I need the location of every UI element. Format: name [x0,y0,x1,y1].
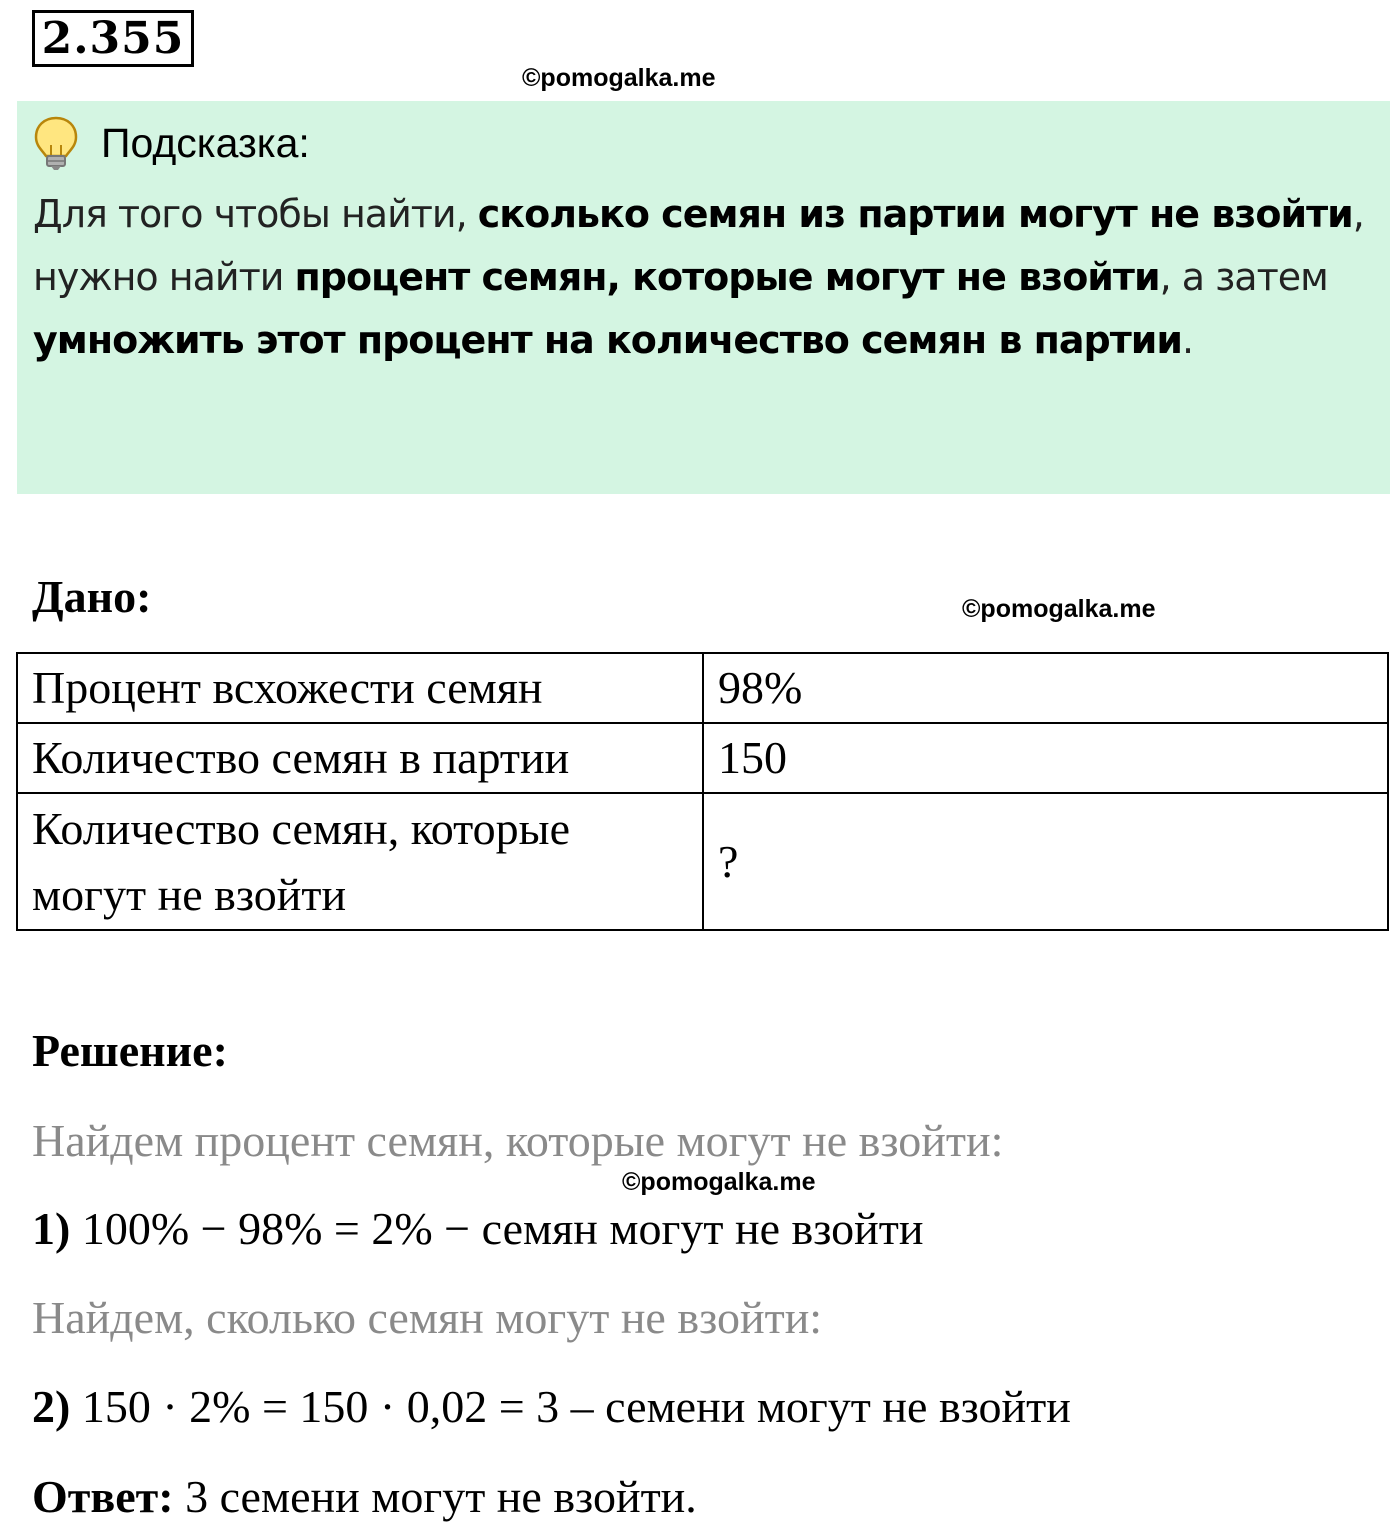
problem-number: 2.355 [32,10,194,67]
hint-part: . [1182,318,1194,362]
hint-part-bold: умножить этот процент на количество семян в партии [33,318,1183,362]
given-heading: Дано: [32,571,152,622]
step-intro: Найдем процент семян, которые могут не взойти: [32,1115,1004,1166]
solution-step-2 [32,1380,1071,1433]
hint-header [33,115,310,171]
step-text: 150 · 2% = 150 · 0,02 = 3 – семени могут не взойти [81,1381,1071,1432]
hint-part: , а затем [1159,255,1328,299]
hint-box [17,101,1390,494]
solution-heading: Решение: [32,1025,228,1076]
lightbulb-icon [33,115,79,171]
step-text: 100% − 98% = 2% − семян могут не взойти [81,1203,924,1254]
given-label: Процент всхожести семян [17,653,703,723]
watermark: ©pomogalka.me [522,64,716,92]
answer [32,1470,697,1523]
table-row [17,793,1388,930]
hint-part: , нужно найти [33,192,1364,299]
table-row [17,653,1388,723]
given-label: Количество семян в партии [17,723,703,793]
watermark: ©pomogalka.me [622,1168,816,1196]
answer-text: 3 семени могут не взойти. [185,1471,697,1522]
step-number: 2) [32,1381,71,1432]
hint-text [33,183,1378,372]
given-label: Количество семян, которые могут не взойти [17,793,703,930]
hint-title: Подсказка: [101,119,310,166]
answer-label: Ответ: [32,1471,174,1522]
table-row [17,723,1388,793]
given-value: ? [703,793,1388,930]
step-intro: Найдем, сколько семян могут не взойти: [32,1292,823,1343]
solution-step-1 [32,1202,923,1255]
given-table [16,652,1389,931]
step-number: 1) [32,1203,71,1254]
given-value: 150 [703,723,1388,793]
watermark: ©pomogalka.me [962,595,1156,623]
given-value: 98% [703,653,1388,723]
hint-part-bold: процент семян, которые могут не взойти [294,255,1160,299]
hint-part: Для того чтобы найти, [33,192,478,236]
hint-part-bold: сколько семян из партии могут не взойти [477,192,1353,236]
